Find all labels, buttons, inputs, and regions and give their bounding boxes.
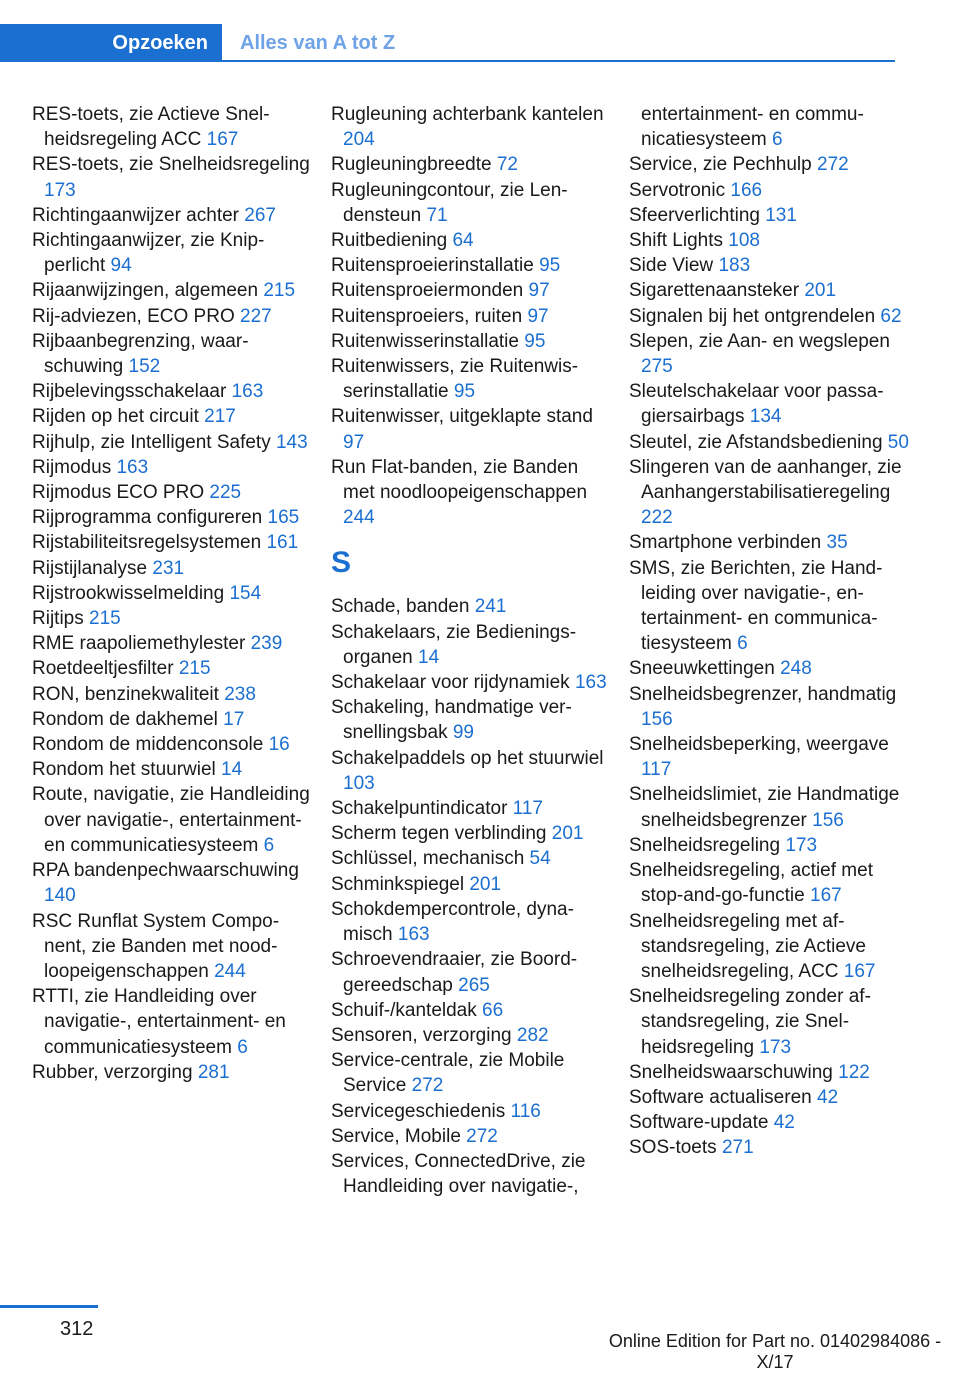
index-term: Rijhulp, zie Intelligent Safety bbox=[32, 431, 271, 453]
index-term: Rij-adviezen, ECO PRO bbox=[32, 305, 235, 327]
index-term: Software-update bbox=[629, 1112, 769, 1134]
page-reference-link[interactable]: 217 bbox=[204, 406, 236, 428]
index-entry bbox=[32, 278, 312, 303]
index-term: Ruitenwissers, zie Ruitenwisserinstallatie bbox=[331, 356, 579, 403]
index-term: RES-toets, zie Snelheidsregeling bbox=[32, 154, 310, 176]
page-reference-link[interactable]: 97 bbox=[528, 280, 550, 302]
page-reference-link[interactable]: 167 bbox=[206, 129, 239, 151]
index-entry bbox=[32, 505, 312, 530]
index-entry bbox=[331, 620, 611, 670]
page-reference-link[interactable]: 116 bbox=[510, 1100, 541, 1122]
index-entry bbox=[629, 304, 909, 329]
index-entry bbox=[32, 656, 312, 681]
page-reference-link[interactable]: 201 bbox=[551, 823, 584, 845]
page-reference-link[interactable]: 227 bbox=[240, 305, 272, 327]
page-number: 312 bbox=[60, 1318, 94, 1340]
index-term: Snelheidsregeling, actief met stop-and-go-functie bbox=[629, 860, 873, 907]
index-entry bbox=[331, 228, 611, 253]
index-term: Rijtips bbox=[32, 608, 84, 630]
page-reference-link[interactable]: 54 bbox=[529, 848, 551, 870]
page-reference-link[interactable]: 134 bbox=[749, 406, 782, 428]
page-reference-link[interactable]: 167 bbox=[843, 960, 876, 982]
index-term: Rugleuningbreedte bbox=[331, 154, 492, 176]
index-term: Schuif-/kanteldak bbox=[331, 999, 477, 1021]
index-term: Rijmodus bbox=[32, 456, 112, 478]
index-term: Schakelaars, zie Bedieningsorganen bbox=[331, 621, 577, 668]
index-term: Run Flat-banden, zie Banden met noodloopeigenschappen bbox=[331, 456, 588, 504]
page-reference-link[interactable]: 201 bbox=[469, 873, 502, 895]
index-term: Schade, banden bbox=[331, 596, 470, 618]
index-entry bbox=[331, 872, 611, 897]
index-entry bbox=[32, 203, 312, 228]
page-reference-link[interactable]: 95 bbox=[453, 381, 476, 403]
page-reference-link[interactable]: 215 bbox=[178, 658, 211, 680]
page-reference-link[interactable]: 163 bbox=[116, 456, 149, 478]
index-entry bbox=[629, 228, 909, 253]
index-term: RME raapoliemethylester bbox=[32, 633, 246, 655]
page-reference-link[interactable]: 35 bbox=[826, 532, 848, 554]
index-term: Schokdempercontrole, dynamisch bbox=[331, 898, 574, 946]
index-entry bbox=[331, 1149, 611, 1199]
index-entry bbox=[331, 354, 611, 404]
index-entry bbox=[629, 1135, 909, 1160]
index-term: Rugleuningcontour, zie Lendensteun bbox=[331, 179, 568, 226]
index-entry bbox=[32, 682, 312, 707]
index-term: RPA bandenpechwaarschuwing bbox=[32, 860, 299, 882]
index-term: Slepen, zie Aan- en wegslepen bbox=[629, 330, 890, 352]
page-reference-link[interactable]: 241 bbox=[474, 596, 507, 618]
index-term: Scherm tegen verblinding bbox=[331, 823, 547, 845]
edition-footer: Online Edition for Part no. 01402984086 - X/17 bbox=[608, 1331, 942, 1372]
page-reference-link[interactable]: 99 bbox=[452, 722, 474, 744]
page-reference-link[interactable]: 163 bbox=[231, 381, 264, 403]
index-term: entertainment- en communicatiesysteem bbox=[641, 104, 864, 151]
index-entry bbox=[629, 1110, 909, 1135]
index-term: Rijbelevingsschakelaar bbox=[32, 381, 227, 403]
index-entry bbox=[32, 631, 312, 656]
index-term: Schakeling, handmatige versnellingsbak bbox=[331, 697, 572, 744]
index-entry bbox=[629, 530, 909, 555]
page-reference-link[interactable]: 282 bbox=[516, 1024, 549, 1046]
page-reference-link[interactable]: 267 bbox=[244, 204, 276, 226]
footer-divider bbox=[0, 1305, 98, 1308]
index-entry bbox=[32, 379, 312, 404]
index-term: Rondom het stuurwiel bbox=[32, 759, 216, 781]
index-entry bbox=[32, 329, 312, 379]
index-entry bbox=[32, 404, 312, 429]
index-term: Rijprogramma configureren bbox=[32, 507, 263, 529]
index-entry bbox=[629, 1085, 909, 1110]
page-reference-link[interactable]: 238 bbox=[224, 683, 256, 705]
index-term: Service, Mobile bbox=[331, 1125, 461, 1147]
page-reference-link[interactable]: 166 bbox=[730, 179, 763, 201]
index-entry bbox=[629, 430, 909, 455]
page-reference-link[interactable]: 103 bbox=[343, 772, 375, 794]
page-reference-link[interactable]: 275 bbox=[641, 356, 673, 378]
page-reference-link[interactable]: 272 bbox=[411, 1075, 444, 1097]
index-term: RSC Runflat System Component, zie Banden met noodloopeigenschappen bbox=[32, 910, 280, 982]
index-entry bbox=[629, 782, 909, 832]
index-term: Richtingaanwijzer achter bbox=[32, 204, 239, 226]
index-term: Servotronic bbox=[629, 179, 726, 201]
page-reference-link[interactable]: 71 bbox=[426, 204, 448, 226]
page-reference-link[interactable]: 94 bbox=[110, 255, 132, 277]
index-term: Sfeerverlichting bbox=[629, 204, 760, 226]
page-reference-link[interactable]: 16 bbox=[268, 734, 290, 756]
index-entry bbox=[331, 1048, 611, 1098]
page-reference-link[interactable]: 154 bbox=[229, 582, 262, 604]
index-entry bbox=[331, 152, 611, 177]
index-term: Schakelpaddels op het stuurwiel bbox=[331, 747, 604, 769]
index-term: Schminkspiegel bbox=[331, 873, 465, 895]
index-entry bbox=[331, 695, 611, 745]
page-reference-link[interactable]: 117 bbox=[512, 798, 543, 820]
index-term: Route, navigatie, zie Handleiding over navigatie-, entertainment- en communicatiesysteem bbox=[32, 784, 310, 856]
index-entry bbox=[32, 707, 312, 732]
index-term: Ruitenwisserinstallatie bbox=[331, 330, 519, 352]
index-term: Snelheidsregeling met afstandsregeling, zie Actieve snelheidsregeling, ACC bbox=[629, 910, 866, 982]
index-term: Richtingaanwijzer, zie Knipperlicht bbox=[32, 230, 265, 277]
page-reference-link[interactable]: 201 bbox=[804, 280, 837, 302]
page-reference-link[interactable]: 14 bbox=[418, 646, 440, 668]
page-reference-link[interactable]: 6 bbox=[771, 129, 783, 151]
index-term: Rijstabiliteitsregelsystemen bbox=[32, 532, 262, 554]
index-term: Ruitensproeiers, ruiten bbox=[331, 305, 523, 327]
index-term: Rijbaanbegrenzing, waarschuwing bbox=[32, 330, 249, 378]
index-entry bbox=[32, 732, 312, 757]
index-entry bbox=[629, 203, 909, 228]
page-reference-link[interactable]: 281 bbox=[197, 1061, 230, 1083]
index-entry bbox=[629, 984, 909, 1060]
page-reference-link[interactable]: 161 bbox=[266, 532, 299, 554]
index-entry bbox=[331, 1023, 611, 1048]
index-entry bbox=[629, 102, 909, 152]
page-reference-link[interactable]: 95 bbox=[524, 330, 546, 352]
index-column-1 bbox=[32, 102, 312, 1085]
page-reference-link[interactable]: 248 bbox=[780, 658, 812, 680]
index-entry bbox=[629, 253, 909, 278]
page-reference-link[interactable]: 204 bbox=[343, 129, 375, 151]
index-entry bbox=[629, 556, 909, 657]
index-term: Service, zie Pechhulp bbox=[629, 154, 812, 176]
index-entry bbox=[629, 833, 909, 858]
page-reference-link[interactable]: 156 bbox=[641, 708, 673, 730]
index-entry bbox=[32, 430, 312, 455]
page-reference-link[interactable]: 271 bbox=[721, 1137, 754, 1159]
index-term: Schlüssel, mechanisch bbox=[331, 848, 525, 870]
index-entry bbox=[32, 556, 312, 581]
page-reference-link[interactable]: 152 bbox=[128, 356, 161, 378]
index-entry bbox=[331, 746, 611, 796]
index-term: Rondom de middenconsole bbox=[32, 734, 264, 756]
page-reference-link[interactable]: 17 bbox=[223, 708, 245, 730]
index-term: Signalen bij het ontgrendelen bbox=[629, 305, 876, 327]
index-term: Rijmodus ECO PRO bbox=[32, 482, 205, 504]
index-entry bbox=[32, 102, 312, 152]
index-term: Snelheidslimiet, zie Handmatige snelheidsbegrenzer bbox=[629, 784, 900, 831]
index-term: RON, benzinekwaliteit bbox=[32, 683, 219, 705]
index-entry bbox=[629, 656, 909, 681]
index-term: Slingeren van de aanhanger, zie Aanhangerstabilisatieregeling bbox=[629, 456, 902, 504]
page-reference-link[interactable]: 215 bbox=[89, 608, 121, 630]
index-term: RTTI, zie Handleiding over navigatie-, entertainment- en communicatiesysteem bbox=[32, 986, 286, 1058]
index-term: Rugleuning achterbank kantelen bbox=[331, 104, 604, 125]
index-term: SMS, zie Berichten, zie Handleiding over navigatie-, entertainment- en communicatiesysteem bbox=[629, 557, 883, 655]
index-entry bbox=[32, 228, 312, 278]
index-entry bbox=[331, 670, 611, 695]
index-term: Rijden op het circuit bbox=[32, 406, 199, 428]
index-entry bbox=[331, 947, 611, 997]
page-reference-link[interactable]: 95 bbox=[539, 255, 561, 277]
index-term: SOS-toets bbox=[629, 1137, 717, 1159]
page-reference-link[interactable]: 6 bbox=[263, 834, 275, 856]
index-term: Sigarettenaansteker bbox=[629, 280, 800, 302]
index-entry bbox=[32, 480, 312, 505]
index-entry bbox=[331, 796, 611, 821]
index-term: Snelheidsregeling zonder afstandsregeling, zie Snelheidsregeling bbox=[629, 986, 871, 1058]
index-term: Service-centrale, zie Mobile Service bbox=[331, 1050, 565, 1097]
index-entry bbox=[32, 530, 312, 555]
index-entry bbox=[331, 1124, 611, 1149]
page-reference-link[interactable]: 42 bbox=[773, 1112, 795, 1134]
index-term: Snelheidswaarschuwing bbox=[629, 1061, 833, 1083]
index-entry bbox=[32, 455, 312, 480]
tab-alles-van-a-tot-z[interactable]: Alles van A tot Z bbox=[240, 32, 396, 54]
index-entry bbox=[629, 329, 909, 379]
index-entry bbox=[629, 909, 909, 985]
page-reference-link[interactable]: 167 bbox=[810, 885, 842, 907]
tab-opzoeken[interactable]: Opzoeken bbox=[0, 24, 222, 62]
index-term: Snelheidsregeling bbox=[629, 834, 781, 856]
page-reference-link[interactable]: 183 bbox=[718, 255, 751, 277]
index-term: Servicegeschiedenis bbox=[331, 1100, 506, 1122]
page-reference-link[interactable]: 225 bbox=[209, 482, 242, 504]
index-entry bbox=[629, 1060, 909, 1085]
index-entry bbox=[331, 102, 611, 152]
index-entry bbox=[32, 304, 312, 329]
page-reference-link[interactable]: 66 bbox=[482, 999, 504, 1021]
index-entry bbox=[331, 178, 611, 228]
index-entry bbox=[629, 682, 909, 732]
index-entry bbox=[331, 821, 611, 846]
page-reference-link[interactable]: 231 bbox=[152, 557, 185, 579]
index-term: Smartphone verbinden bbox=[629, 532, 822, 554]
index-term: Ruitenwisser, uitgeklapte stand bbox=[331, 406, 593, 428]
index-letter-heading: S bbox=[331, 546, 352, 580]
index-term: Schroevendraaier, zie Boordgereedschap bbox=[331, 949, 578, 996]
index-entry bbox=[331, 329, 611, 354]
page-reference-link[interactable]: 156 bbox=[812, 809, 844, 831]
index-entry bbox=[32, 909, 312, 985]
index-entry bbox=[331, 304, 611, 329]
index-entry bbox=[331, 846, 611, 871]
index-term: Roetdeeltjesfilter bbox=[32, 658, 174, 680]
index-entry bbox=[331, 1099, 611, 1124]
index-entry bbox=[331, 404, 611, 454]
page-reference-link[interactable]: 173 bbox=[44, 179, 76, 201]
index-term: RES-toets, zie Actieve Snelheidsregeling ACC bbox=[32, 104, 270, 151]
index-term: Snelheidsbegrenzer, handmatig bbox=[629, 683, 897, 705]
page-reference-link[interactable]: 215 bbox=[263, 280, 296, 302]
index-entry bbox=[629, 732, 909, 782]
page-reference-link[interactable]: 97 bbox=[343, 431, 365, 453]
page-reference-link[interactable]: 117 bbox=[641, 759, 672, 781]
index-term: Sleutelschakelaar voor passagiersairbags bbox=[629, 381, 884, 428]
index-entry bbox=[32, 1060, 312, 1085]
index-entry bbox=[331, 897, 611, 947]
page-reference-link[interactable]: 272 bbox=[817, 154, 849, 176]
index-term: Snelheidsbeperking, weergave bbox=[629, 734, 889, 756]
index-entry bbox=[629, 455, 909, 531]
page-reference-link[interactable]: 222 bbox=[641, 507, 673, 529]
index-entry bbox=[32, 152, 312, 202]
index-term: Schakelpuntindicator bbox=[331, 798, 508, 820]
page-reference-link[interactable]: 163 bbox=[397, 924, 430, 946]
index-term: Ruitbediening bbox=[331, 230, 448, 252]
index-term: Rondom de dakhemel bbox=[32, 708, 218, 730]
page-reference-link[interactable]: 163 bbox=[574, 672, 607, 694]
index-entry bbox=[32, 606, 312, 631]
index-entry bbox=[32, 581, 312, 606]
page-reference-link[interactable]: 14 bbox=[221, 759, 243, 781]
index-term: Services, ConnectedDrive, zie Handleiding over navigatie-, bbox=[331, 1150, 586, 1198]
index-term: Schakelaar voor rijdynamiek bbox=[331, 672, 570, 694]
index-term: Sensoren, verzorging bbox=[331, 1024, 512, 1046]
index-term: Sneeuwkettingen bbox=[629, 658, 775, 680]
page-reference-link[interactable]: 42 bbox=[817, 1086, 839, 1108]
index-entry bbox=[331, 455, 611, 531]
index-entry bbox=[629, 379, 909, 429]
index-entry bbox=[629, 152, 909, 177]
index-term: Software actualiseren bbox=[629, 1086, 812, 1108]
page-reference-link[interactable]: 173 bbox=[785, 834, 818, 856]
page-reference-link[interactable]: 239 bbox=[250, 633, 283, 655]
page-reference-link[interactable]: 6 bbox=[237, 1036, 248, 1058]
tab-bar bbox=[0, 24, 895, 62]
index-entry bbox=[629, 858, 909, 908]
page-reference-link[interactable]: 244 bbox=[343, 507, 375, 529]
page-reference-link[interactable]: 64 bbox=[452, 230, 474, 252]
index-entry bbox=[32, 757, 312, 782]
index-term: Ruitensproeiermonden bbox=[331, 280, 524, 302]
index-entry bbox=[331, 253, 611, 278]
index-term: Side View bbox=[629, 255, 714, 277]
index-entry bbox=[32, 858, 312, 908]
page-reference-link[interactable]: 131 bbox=[765, 204, 797, 226]
index-term: Rijstrookwisselmelding bbox=[32, 582, 225, 604]
page-reference-link[interactable]: 122 bbox=[838, 1061, 870, 1083]
index-entry bbox=[629, 178, 909, 203]
page-reference-link[interactable]: 62 bbox=[880, 305, 902, 327]
page-reference-link[interactable]: 143 bbox=[275, 431, 308, 453]
page-reference-link[interactable]: 173 bbox=[759, 1036, 792, 1058]
index-term: Rijaanwijzingen, algemeen bbox=[32, 280, 259, 302]
page-reference-link[interactable]: 265 bbox=[458, 974, 490, 996]
index-entry bbox=[32, 984, 312, 1060]
index-entry bbox=[331, 594, 611, 619]
page-reference-link[interactable]: 108 bbox=[728, 230, 760, 252]
index-entry bbox=[32, 782, 312, 858]
page-reference-link[interactable]: 72 bbox=[496, 154, 518, 176]
page-reference-link[interactable]: 97 bbox=[527, 305, 549, 327]
index-column-2 bbox=[331, 102, 611, 1199]
page-reference-link[interactable]: 140 bbox=[44, 885, 76, 907]
index-term: Rijstijlanalyse bbox=[32, 557, 148, 579]
index-entry bbox=[629, 278, 909, 303]
index-entry bbox=[331, 278, 611, 303]
page-reference-link[interactable]: 244 bbox=[214, 960, 246, 982]
index-term: Rubber, verzorging bbox=[32, 1061, 193, 1083]
page-reference-link[interactable]: 272 bbox=[466, 1125, 498, 1147]
page-reference-link[interactable]: 50 bbox=[887, 431, 909, 453]
index-term: Shift Lights bbox=[629, 230, 723, 252]
index-column-3 bbox=[629, 102, 909, 1161]
index-term: Ruitensproeierinstallatie bbox=[331, 255, 534, 277]
index-entry bbox=[331, 998, 611, 1023]
index-term: Sleutel, zie Afstandsbediening bbox=[629, 431, 883, 453]
page-reference-link[interactable]: 165 bbox=[267, 507, 300, 529]
tab-underline bbox=[222, 60, 895, 62]
page-reference-link[interactable]: 6 bbox=[737, 633, 748, 655]
